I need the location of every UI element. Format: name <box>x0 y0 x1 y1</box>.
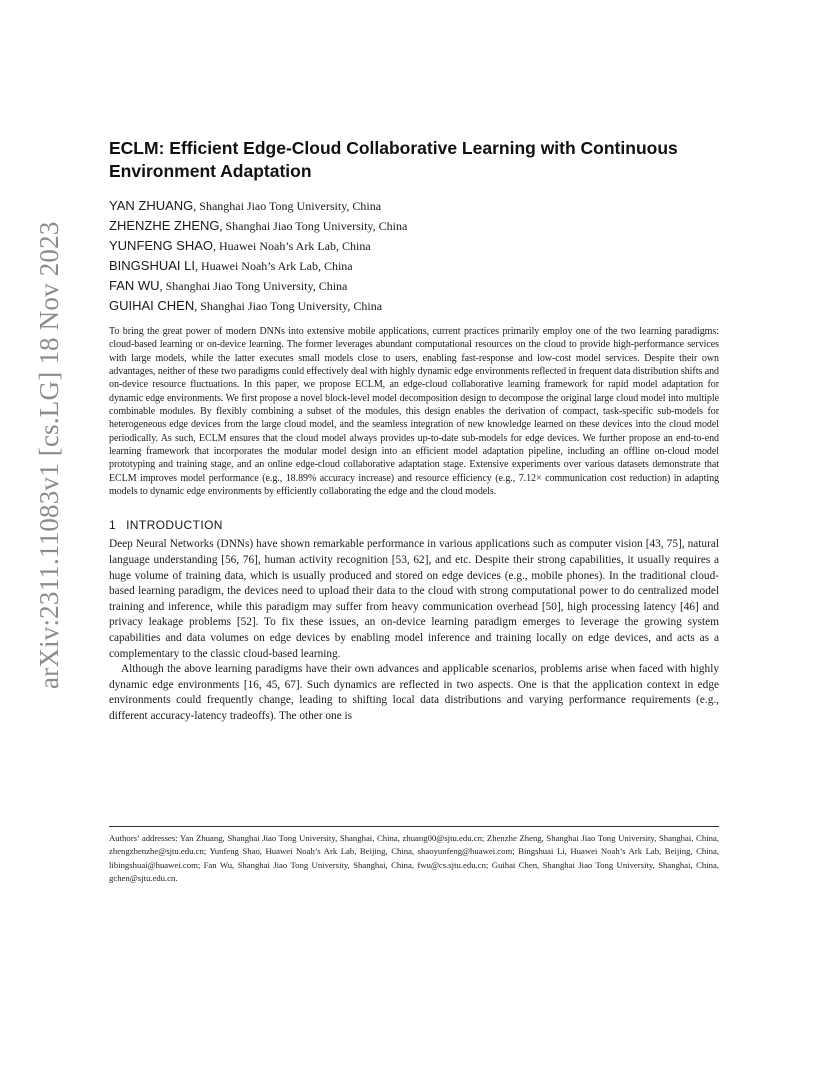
author-affiliation: , Shanghai Jiao Tong University, China <box>194 299 383 313</box>
author-name: ZHENZHE ZHENG <box>109 218 220 233</box>
paper-page <box>109 137 719 725</box>
author-affiliation: , Huawei Noah’s Ark Lab, China <box>213 239 371 253</box>
author-entry <box>109 216 719 236</box>
author-entry <box>109 196 719 216</box>
author-name: FAN WU <box>109 278 160 293</box>
author-affiliation: , Shanghai Jiao Tong University, China <box>193 199 382 213</box>
author-affiliation: , Huawei Noah’s Ark Lab, China <box>194 259 353 273</box>
body-paragraph: Although the above learning paradigms have their own advances and applicable scenarios, problems arise when faced with highly dynamic edge environments [16, 45, 67]. Such dynamics are reflected in two aspects. One is that the application context in edge environments could frequently change, leading to shifting local data distributions and varying performance requirements (e.g., different accuracy-latency tradeoffs). The other one is <box>109 663 719 722</box>
body-paragraph: Deep Neural Networks (DNNs) have shown remarkable performance in various applications such as computer vision [43, 75], natural language understanding [56, 76], human activity recognition [53, 62], and etc. Despite their strong capabilities, it usually requires a huge volume of training data, which is usually produced and stored on edge devices (e.g., mobile phones). In the traditional cloud-based learning paradigm, the devices need to upload their data to the cloud with strong computational power to do centralized model training and inference, while this paradigm may suffer from heavy communication overhead [50], high processing latency [46] and privacy leakage problems [52]. To fix these issues, an on-device learning paradigm emerges to leverage the growing system capabilities and data volumes on edge devices by enabling model inference and training locally on edge devices, and acts as a complementary to the classic cloud-based learning. <box>109 538 719 660</box>
abstract: To bring the great power of modern DNNs into extensive mobile applications, current practices primarily employ one of the two learning paradigms: cloud-based learning or on-device learning. The former leverages abundant computational resources on the cloud to provide high-performance services with large models, while the latter executes small models close to users, enabling fast-response and low-cost model services. Despite their own advantages, neither of these two paradigms could effectively deal with highly dynamic edge environments reflected in frequent data distribution shifts and on-device resource fluctuations. In this paper, we propose ECLM, an edge-cloud collaborative learning framework for rapid model adaptation for dynamic edge environments. We first propose a novel block-level model decomposition design to decompose the original large cloud model into multiple combinable modules. By flexibly combining a subset of the modules, this design enables the derivation of compact, task-specific sub-models for heterogeneous edge devices from the large cloud model, and the seamless integration of new knowledge learned on these devices into the cloud model periodically. As such, ECLM ensures that the cloud model always provides up-to-date sub-models for edge devices. We further propose an end-to-end learning framework that incorporates the modular model design into an efficient model adaptation pipeline, including an offline on-cloud model prototyping and training stage, and an online edge-cloud collaborative adaptation stage. Extensive experiments over various datasets demonstrate that ECLM improves model performance (e.g., 18.89% accuracy increase) and resource efficiency (e.g., 7.12× communication cost reduction) in adapting models to dynamic edge environments by efficiently collaborating the edge and the cloud models. <box>109 326 719 498</box>
author-name: YAN ZHUANG <box>109 198 194 213</box>
author-entry <box>109 236 719 256</box>
section-title: INTRODUCTION <box>126 518 223 533</box>
section-number: 1 <box>109 518 117 533</box>
author-list <box>109 196 719 316</box>
arxiv-identifier: arXiv:2311.11083v1 [cs.LG] 18 Nov 2023 <box>34 221 64 689</box>
author-name: GUIHAI CHEN <box>109 298 195 313</box>
author-affiliation: , Shanghai Jiao Tong University, China <box>219 219 408 233</box>
author-addresses-footnote: Authors’ addresses: Yan Zhuang, Shanghai Jiao Tong University, Shanghai, China, zhuang00@sjtu.edu.cn; Zhenzhe Zheng, Shanghai Jiao Tong University, Shanghai, China, zhengzhenzhe@sjtu.edu.cn; Yunfeng Shao, Huawei Noah’s Ark Lab, Beijing, China, shaoyunfeng@huawei.com; Bingshuai Li, Huawei Noah’s Ark Lab, Beijing, China, libingshuai@huawei.com; Fan Wu, Shanghai Jiao Tong University, Shanghai, China, fwu@cs.sjtu.edu.cn; Guihai Chen, Shanghai Jiao Tong University, Shanghai, China, gchen@sjtu.edu.cn. <box>109 826 719 886</box>
author-name: YUNFENG SHAO <box>109 238 214 253</box>
paper-title: ECLM: Efficient Edge-Cloud Collaborative Learning with Continuous Environment Adaptation <box>109 138 678 181</box>
section-heading <box>109 518 719 532</box>
author-affiliation: , Shanghai Jiao Tong University, China <box>159 279 348 293</box>
author-entry <box>109 296 719 316</box>
author-name: BINGSHUAI LI <box>109 258 195 273</box>
section-body <box>109 537 719 724</box>
author-entry <box>109 276 719 296</box>
author-entry <box>109 256 719 276</box>
